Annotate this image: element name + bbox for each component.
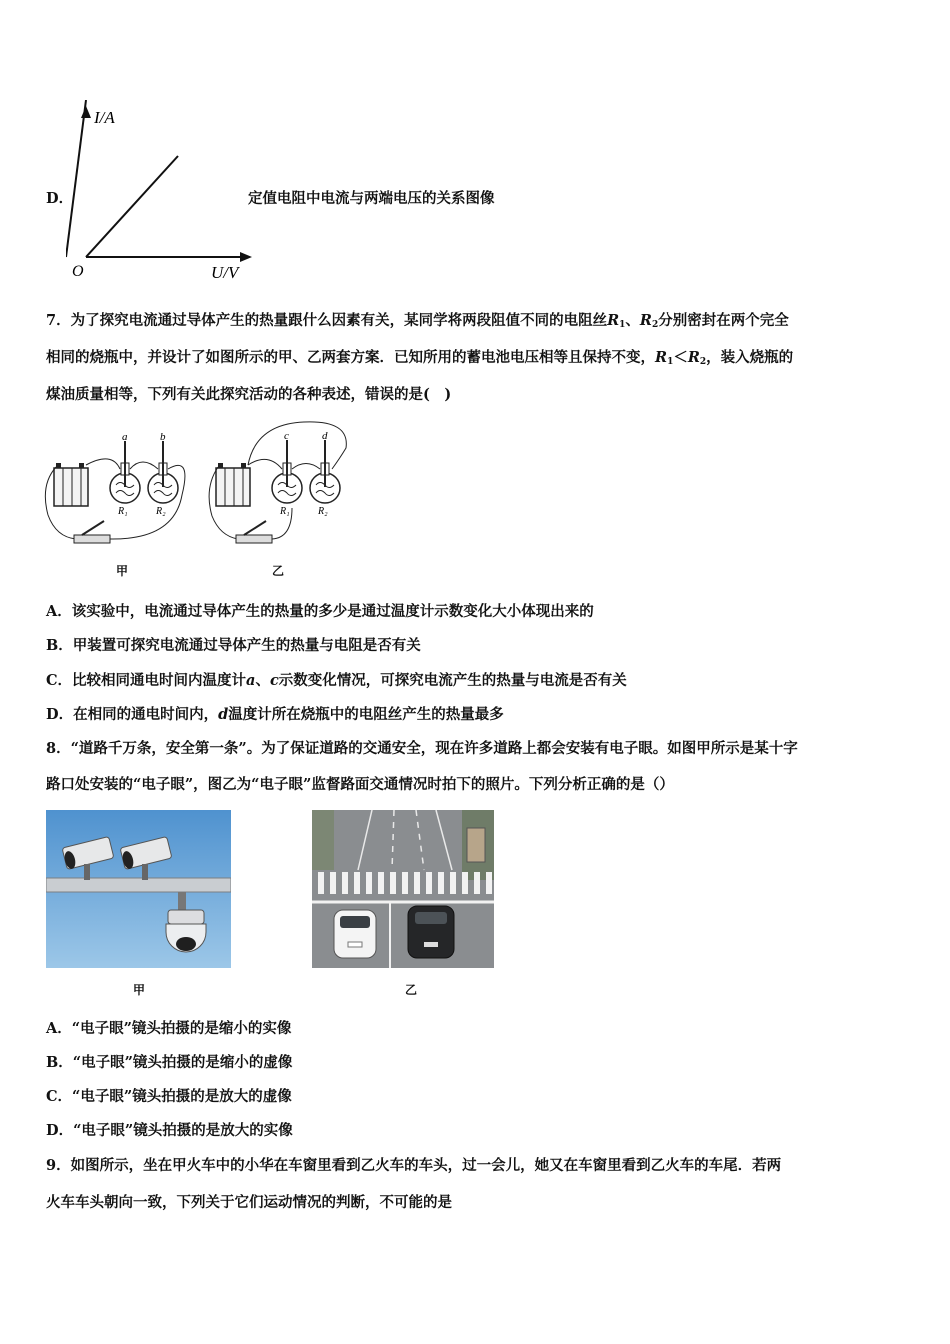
x-axis-label: U/V [211, 263, 239, 282]
svg-text:R₂: R₂ [156, 506, 166, 517]
q7-option-b: B．甲装置可探究电流通过导体产生的热量与电阻是否有关 [46, 637, 421, 654]
svg-text:c: c [284, 430, 289, 442]
circuit-figure-jia [42, 425, 192, 555]
q7-line-1: 7．为了探究电流通过导体产生的热量跟什么因素有关，某同学将两段阻值不同的电阻丝$R_1$、$R_2$分别密封在两个完全 [46, 312, 789, 330]
q7-line-2: 相同的烧瓶中，并设计了如图所示的甲、乙两套方案．已知所用的蓄电池电压相等且保持不变，$R_1<R_2$，装入烧瓶的 [46, 349, 794, 367]
svg-text:a: a [122, 431, 128, 443]
q9-line-1: 9．如图所示，坐在甲火车中的小华在车窗里看到乙火车的车头，过一会儿，她又在车窗里看到乙火车的车尾．若两 [46, 1157, 782, 1174]
q8-option-c: C．“电子眼”镜头拍摄的是放大的虚像 [46, 1088, 292, 1105]
svg-text:R₁: R₁ [280, 506, 290, 517]
y-axis-line [66, 100, 86, 257]
caption-jia-photo: 甲 [133, 983, 146, 997]
q7-option-c: C．比较相同通电时间内温度计a、c示数变化情况，可探究电流产生的热量与电流是否有关 [46, 672, 627, 689]
svg-text:d: d [322, 430, 328, 442]
option-d-text: 定值电阻中电流与两端电压的关系图像 [248, 190, 495, 207]
q7-option-d: D．在相同的通电时间内，d温度计所在烧瓶中的电阻丝产生的热量最多 [46, 706, 504, 723]
photo-electronic-eye-cameras [46, 810, 231, 968]
option-d-letter: D． [46, 190, 74, 207]
q8-line-2: 路口处安装的“电子眼”，图乙为“电子眼”监督路面交通情况时拍下的照片。下列分析正确的是（） [46, 776, 674, 793]
q8-line-1: 8．“道路千万条，安全第一条”。为了保证道路的交通安全，现在许多道路上都会安装有电子眼。如图甲所示是某十字 [46, 740, 798, 757]
svg-text:b: b [160, 431, 166, 443]
circuit-figure-yi [208, 418, 358, 555]
q8-option-b: B．“电子眼”镜头拍摄的是缩小的虚像 [46, 1054, 293, 1071]
caption-yi-circuit: 乙 [272, 564, 285, 578]
caption-yi-photo: 乙 [405, 983, 418, 997]
x-axis-arrow [240, 252, 252, 262]
photo-road-traffic [312, 810, 494, 968]
q8-option-d: D．“电子眼”镜头拍摄的是放大的实像 [46, 1122, 293, 1139]
current-voltage-graph [66, 100, 266, 285]
q7-line-3: 煤油质量相等，下列有关此探究活动的各种表述，错误的是( ) [46, 386, 452, 403]
y-axis-arrow [81, 106, 91, 118]
origin-label: O [72, 263, 84, 280]
q9-line-2: 火车车头朝向一致，下列关于它们运动情况的判断，不可能的是 [46, 1194, 452, 1211]
proportional-line [86, 156, 178, 257]
caption-jia-circuit: 甲 [116, 564, 129, 578]
q8-option-a: A．“电子眼”镜头拍摄的是缩小的实像 [46, 1020, 292, 1037]
y-axis-label: I/A [94, 108, 115, 127]
q7-option-a: A．该实验中，电流通过导体产生的热量的多少是通过温度计示数变化大小体现出来的 [46, 603, 594, 620]
svg-text:R₂: R₂ [318, 506, 328, 517]
svg-text:R₁: R₁ [118, 506, 128, 517]
